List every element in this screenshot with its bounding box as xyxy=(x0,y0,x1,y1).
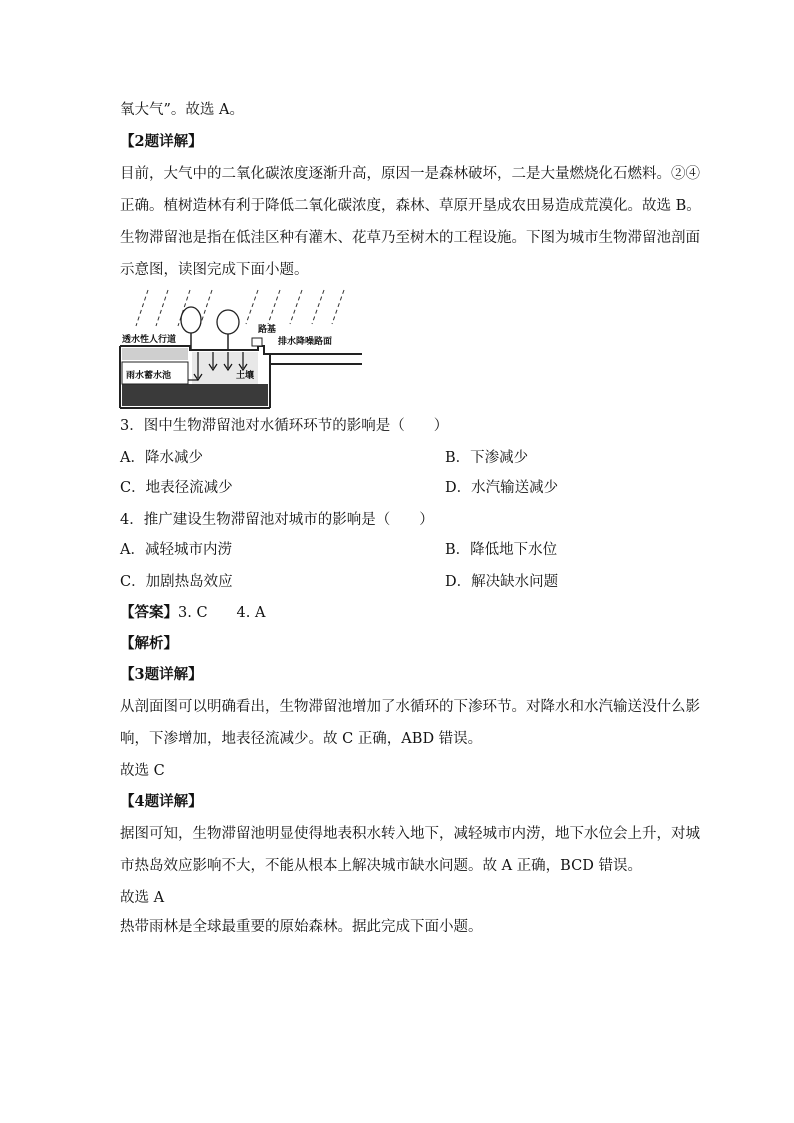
bioretention-diagram xyxy=(118,288,363,410)
text-line: 示意图，读图完成下面小题。 xyxy=(120,262,309,278)
text-line: 故选 C xyxy=(120,763,165,779)
section-heading-q2: 【2题详解】 xyxy=(120,133,203,150)
option-c: C．地表径流减少 xyxy=(120,480,233,496)
answer-line xyxy=(120,603,265,623)
text-line: 从剖面图可以明确看出，生物滞留池增加了水循环的下渗环节。对降水和水汽输送没什么影 xyxy=(120,699,700,715)
label-pool: 雨水蓄水池 xyxy=(126,371,172,381)
text-line: 目前，大气中的二氧化碳浓度逐渐升高，原因一是森林破坏，二是大量燃烧化石燃料。②④ xyxy=(120,166,700,182)
label-roadbed: 路基 xyxy=(258,325,277,335)
option-b: B．降低地下水位 xyxy=(445,542,558,558)
section-heading-q4: 【4题详解】 xyxy=(120,793,203,810)
tree-left xyxy=(181,307,201,350)
text-line: 正确。植树造林有利于降低二氧化碳浓度，森林、草原开垦成农田易造成荒漠化。故选 B。 xyxy=(120,198,701,214)
pool-water xyxy=(122,384,268,406)
section-heading-q3: 【3题详解】 xyxy=(120,666,203,683)
text-line: 据图可知，生物滞留池明显使得地表积水转入地下，减轻城市内涝，地下水位会上升，对城 xyxy=(120,826,700,842)
option-d: D．水汽输送减少 xyxy=(445,480,559,496)
text-line: 热带雨林是全球最重要的原始森林。据此完成下面小题。 xyxy=(120,919,483,935)
answer-label: 【答案】 xyxy=(120,604,178,621)
question-stem: 4．推广建设生物滞留池对城市的影响是（ ） xyxy=(120,512,434,528)
sidewalk-fill xyxy=(122,348,188,360)
text-line: 氧大气”。故选 A。 xyxy=(120,102,244,118)
tree-right xyxy=(217,310,239,350)
option-a: A．降水减少 xyxy=(120,450,203,466)
option-a: A．减轻城市内涝 xyxy=(120,542,232,558)
option-d: D．解决缺水问题 xyxy=(445,574,559,590)
label-road: 排水降噪路面 xyxy=(278,337,333,347)
curb xyxy=(252,338,262,346)
rain-lines xyxy=(136,290,344,326)
option-c: C．加剧热岛效应 xyxy=(120,574,233,590)
analysis-heading: 【解析】 xyxy=(120,635,178,652)
text-line: 故选 A xyxy=(120,890,165,906)
label-sidewalk: 透水性人行道 xyxy=(122,335,177,345)
text-line: 市热岛效应影响不大，不能从根本上解决城市缺水问题。故 A 正确，BCD 错误。 xyxy=(120,858,642,874)
label-soil: 土壤 xyxy=(236,371,255,381)
text-line: 响，下渗增加，地表径流减少。故 C 正确，ABD 错误。 xyxy=(120,731,483,747)
answer-text: 3. C 4. A xyxy=(178,605,266,621)
text-line: 生物滞留池是指在低洼区种有灌木、花草乃至树木的工程设施。下图为城市生物滞留池剖面 xyxy=(120,230,700,246)
option-b: B．下渗减少 xyxy=(445,450,529,466)
question-stem: 3．图中生物滞留池对水循环环节的影响是（ ） xyxy=(120,418,449,434)
